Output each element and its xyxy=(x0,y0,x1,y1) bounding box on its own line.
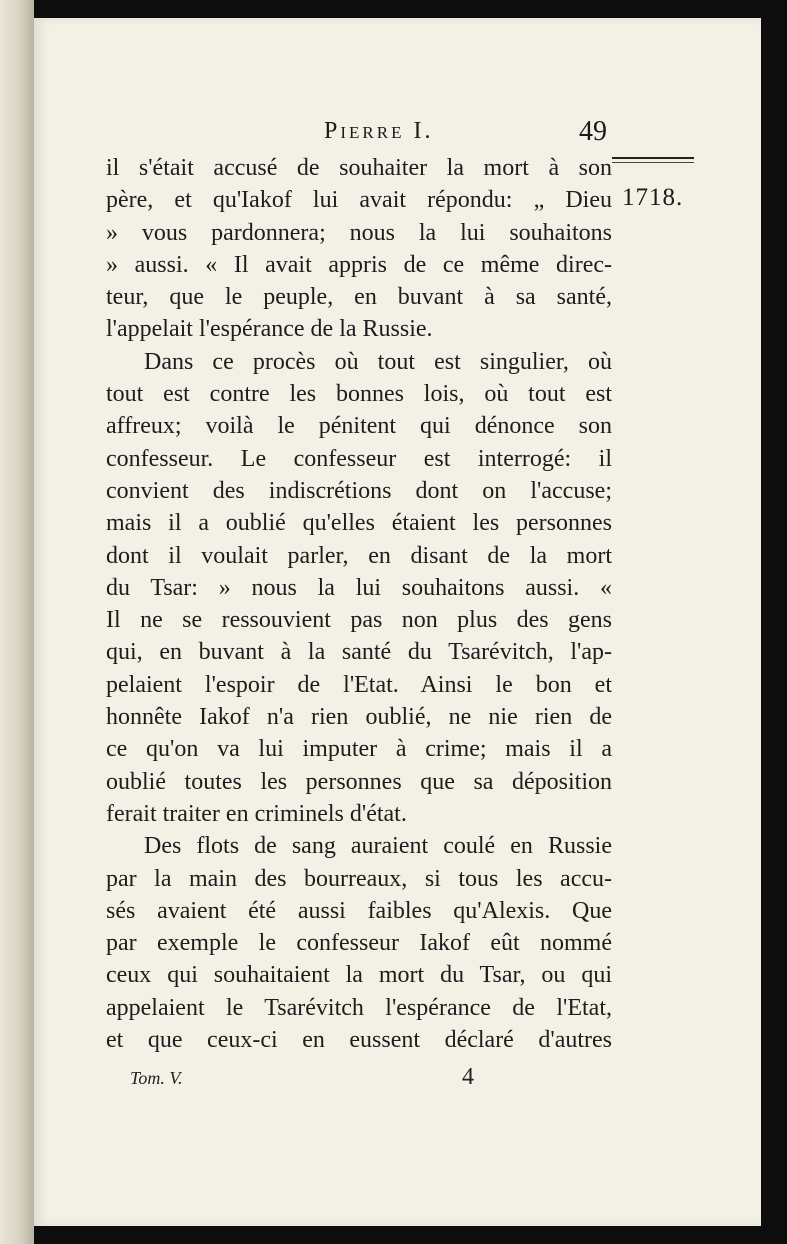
sheet-number: 4 xyxy=(462,1064,474,1090)
text-line: pelaient l'espoir de l'Etat. Ainsi le bon et xyxy=(106,671,612,698)
text-line: l'appelait l'espérance de la Russie. xyxy=(106,316,433,343)
text-line: appelaient le Tsarévitch l'espérance de l'Etat, xyxy=(106,994,612,1021)
text-line: » aussi. « Il avait appris de ce même direc- xyxy=(106,251,612,278)
book-spine-edge xyxy=(0,0,34,1244)
text-line: par la main des bourreaux, si tous les accu- xyxy=(106,865,612,892)
text-line: Dans ce procès où tout est singulier, où xyxy=(144,348,612,375)
body-text xyxy=(106,152,612,1056)
margin-year-note: 1718. xyxy=(622,184,684,211)
text-line: ce qu'on va lui imputer à crime; mais il a xyxy=(106,736,612,763)
running-title: Pierre I. xyxy=(324,118,434,144)
text-line: mais il a oublié qu'elles étaient les personnes xyxy=(106,510,612,537)
text-line: par exemple le confesseur Iakof eût nommé xyxy=(106,930,612,957)
text-line: oublié toutes les personnes que sa déposition xyxy=(106,768,612,795)
text-line: teur, que le peuple, en buvant à sa santé, xyxy=(106,284,612,311)
text-line: du Tsar: » nous la lui souhaitons aussi. « xyxy=(106,574,612,601)
page-number: 49 xyxy=(579,116,607,147)
text-line: ceux qui souhaitaient la mort du Tsar, ou qui xyxy=(106,962,612,989)
text-line: Il ne se ressouvient pas non plus des gens xyxy=(106,607,612,634)
text-line: affreux; voilà le pénitent qui dénonce son xyxy=(106,413,612,440)
text-line: ferait traiter en criminels d'état. xyxy=(106,800,407,827)
text-line: Des flots de sang auraient coulé en Russie xyxy=(144,833,612,860)
text-line: qui, en buvant à la santé du Tsarévitch, l'ap- xyxy=(106,639,612,666)
text-line: honnête Iakof n'a rien oublié, ne nie rien de xyxy=(106,704,612,731)
text-line: dont il voulait parler, en disant de la mort xyxy=(106,542,612,569)
book-page xyxy=(34,18,761,1226)
text-line: sés avaient été aussi faibles qu'Alexis. Que xyxy=(106,897,612,924)
text-line: tout est contre les bonnes lois, où tout est xyxy=(106,381,612,408)
text-line: confesseur. Le confesseur est interrogé: il xyxy=(106,445,612,472)
signature-mark: Tom. V. xyxy=(130,1068,183,1088)
margin-rule xyxy=(612,157,694,163)
text-line: et que ceux-ci en eussent déclaré d'autres xyxy=(106,1027,612,1054)
text-line: père, et qu'Iakof lui avait répondu: „ Dieu xyxy=(106,187,612,214)
text-line: convient des indiscrétions dont on l'accuse; xyxy=(106,477,612,504)
running-head xyxy=(34,116,761,156)
text-line: il s'était accusé de souhaiter la mort à son xyxy=(106,155,612,181)
text-line: » vous pardonnera; nous la lui souhaitons xyxy=(106,219,612,246)
